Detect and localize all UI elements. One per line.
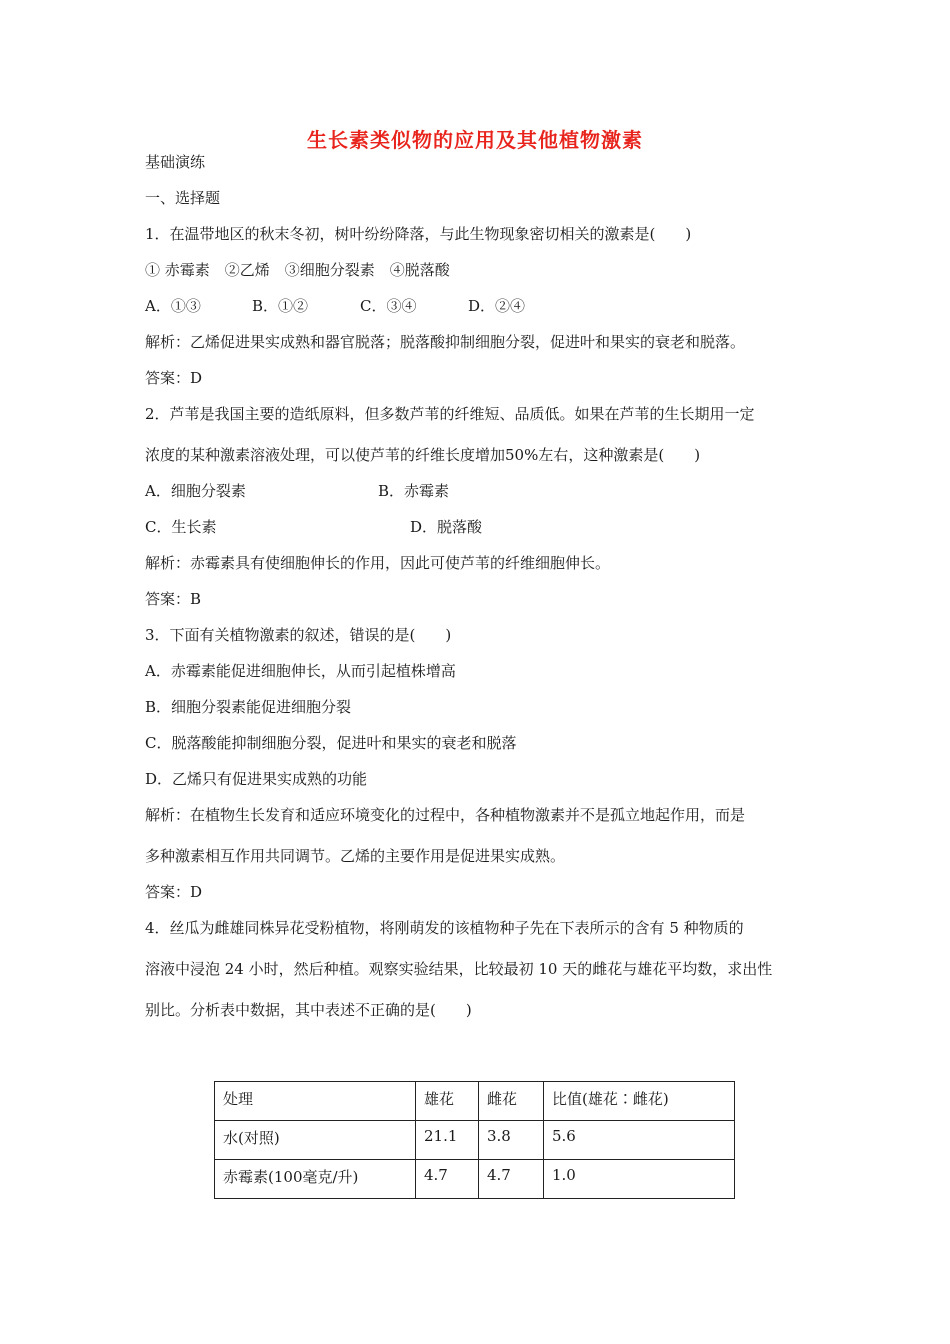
q1-option-b: B．①② [252,297,309,315]
table-header-cell: 雌花 [479,1082,544,1121]
q2-stem-line2: 浓度的某种激素溶液处理，可以使芦苇的纤维长度增加50%左右，这种激素是( ) [145,446,701,464]
q4-stem-line2: 溶液中浸泡 24 小时，然后种植。观察实验结果，比较最初 10 天的雌花与雄花平均数，求出性 [145,960,773,978]
q2-analysis: 解析：赤霉素具有使细胞伸长的作用，因此可使芦苇的纤维细胞伸长。 [145,554,611,572]
table-cell: 水(对照) [215,1121,416,1160]
table-row [215,1121,735,1160]
q3-option-c: C．脱落酸能抑制细胞分裂，促进叶和果实的衰老和脱落 [145,734,517,752]
q1-option-d: D．②④ [468,297,526,315]
table-cell: 3.8 [479,1121,544,1160]
part-heading: 一、选择题 [145,189,221,207]
page-title: 生长素类似物的应用及其他植物激素 [307,128,643,152]
q3-option-b: B．细胞分裂素能促进细胞分裂 [145,698,352,716]
table-cell: 5.6 [544,1121,735,1160]
table-cell: 1.0 [544,1160,735,1199]
q1-stem: 1．在温带地区的秋末冬初，树叶纷纷降落，与此生物现象密切相关的激素是( ) [145,225,692,243]
table-header-cell: 处理 [215,1082,416,1121]
q1-option-c: C．③④ [360,297,417,315]
q1-analysis: 解析：乙烯促进果实成熟和器官脱落；脱落酸抑制细胞分裂，促进叶和果实的衰老和脱落。 [145,333,746,351]
q2-stem-line1: 2．芦苇是我国主要的造纸原料，但多数芦苇的纤维短、品质低。如果在芦苇的生长期用一定 [145,405,755,423]
q2-option-b: B．赤霉素 [378,482,450,500]
q3-stem: 3．下面有关植物激素的叙述，错误的是( ) [145,626,452,644]
data-table [214,1081,735,1199]
q2-option-c: C．生长素 [145,518,217,536]
table-row [215,1160,735,1199]
q1-option-a: A．①③ [145,297,201,315]
q2-option-d: D．脱落酸 [410,518,483,536]
q2-answer: 答案：B [145,590,202,608]
table-cell: 4.7 [416,1160,479,1199]
q1-answer: 答案：D [145,369,203,387]
q4-stem-line1: 4．丝瓜为雌雄同株异花受粉植物，将刚萌发的该植物种子先在下表所示的含有 5 种物质的 [145,919,744,937]
section-heading: 基础演练 [145,153,206,171]
table-header-cell: 比值(雄花∶雌花) [544,1082,735,1121]
table-cell: 4.7 [479,1160,544,1199]
table-header-row [215,1082,735,1121]
table-header-cell: 雄花 [416,1082,479,1121]
q4-stem-line3: 别比。分析表中数据，其中表述不正确的是( ) [145,1001,472,1019]
q3-analysis-line2: 多种激素相互作用共同调节。乙烯的主要作用是促进果实成熟。 [145,847,566,865]
table-cell: 赤霉素(100毫克/升) [215,1160,416,1199]
q3-analysis-line1: 解析：在植物生长发育和适应环境变化的过程中，各种植物激素并不是孤立地起作用，而是 [145,806,746,824]
table-cell: 21.1 [416,1121,479,1160]
q3-option-d: D．乙烯只有促进果实成熟的功能 [145,770,368,788]
q3-option-a: A．赤霉素能促进细胞伸长，从而引起植株增高 [145,662,456,680]
q3-answer: 答案：D [145,883,203,901]
q2-option-a: A．细胞分裂素 [145,482,246,500]
q1-items: ① 赤霉素 ②乙烯 ③细胞分裂素 ④脱落酸 [145,261,450,279]
